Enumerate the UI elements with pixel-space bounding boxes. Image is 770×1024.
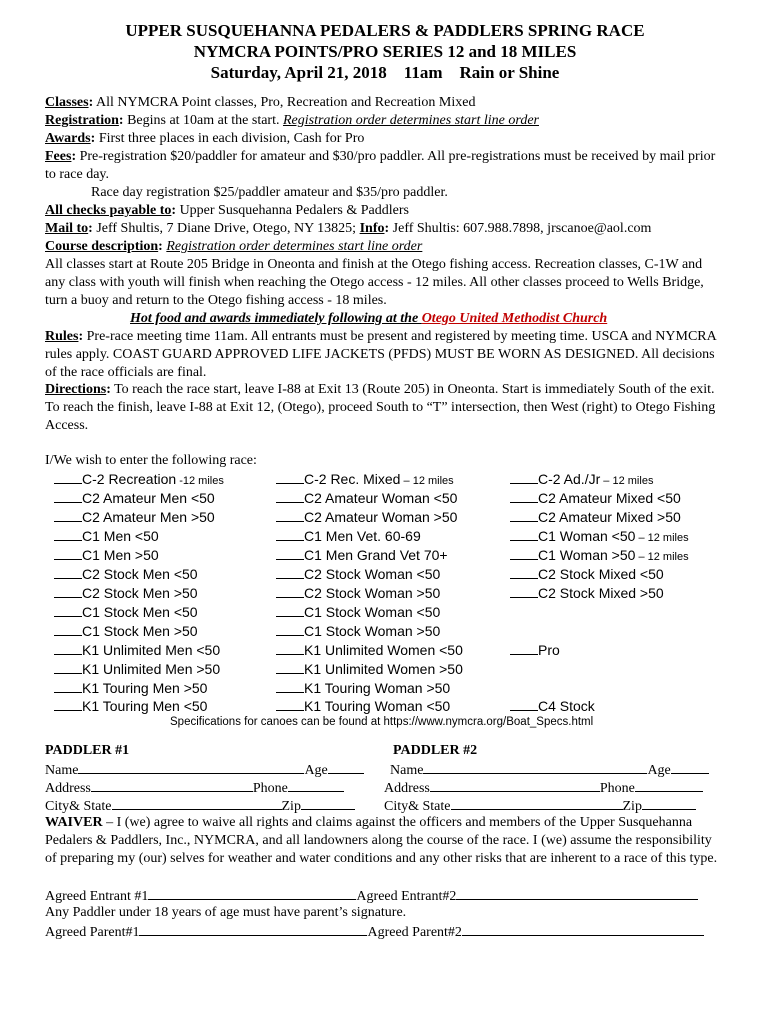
race-option-label: C2 Stock Mixed >50 xyxy=(538,585,664,601)
paddler-1-name-label: Name xyxy=(45,763,79,778)
race-option-label: C-2 Ad./Jr xyxy=(538,471,601,487)
race-option[interactable] xyxy=(276,470,454,491)
race-option[interactable] xyxy=(276,565,440,584)
paddler-1-title: PADDLER #1 xyxy=(45,743,130,758)
race-checkbox-line[interactable] xyxy=(276,527,304,541)
race-checkbox-line[interactable] xyxy=(510,565,538,579)
race-option-label: C1 Men >50 xyxy=(82,547,159,563)
mail-label: Mail to xyxy=(45,221,89,236)
waiver-text: – I (we) agree to waive all rights and claims against the officers and members of the Upper Susquehanna Pedalers & Paddlers, Inc., NYMCRA, and all landowners along the course of the race. I (we) assume the responsibility of preparing my (our) selves for weather and water conditions and any other risks that are inherent to a race of this type. xyxy=(45,815,718,866)
paddler-1-age-label: Age xyxy=(304,763,328,778)
entrant-1-signature-field[interactable] xyxy=(148,886,356,900)
rules-text: Pre-race meeting time 11am. All entrants must be present and registered by meeting time. USCA and NYMCRA rules apply. COAST GUARD APPROVED LIFE JACKETS (PFDS) MUST BE WORN AS DESIGNED. All decisions of the race officials are final. xyxy=(45,329,716,380)
race-checkbox-line[interactable] xyxy=(54,565,82,579)
checks-text: Upper Susquehanna Pedalers & Paddlers xyxy=(176,203,409,218)
minor-note: Any Paddler under 18 years of age must have parent’s signature. xyxy=(45,905,407,920)
fees-text: Pre-registration $20/paddler for amateur and $30/pro paddler. All pre-registrations must be received by mail prior to race day. xyxy=(45,149,716,182)
race-option[interactable] xyxy=(276,546,448,565)
race-option[interactable] xyxy=(276,584,440,603)
course-line: Course description: Registration order determines start line order xyxy=(45,239,423,254)
race-option-label: C1 Stock Woman >50 xyxy=(304,623,441,639)
paddler-1-phone-label: Phone xyxy=(252,781,288,796)
race-option-label: C2 Amateur Mixed <50 xyxy=(538,490,681,506)
course-label: Course description xyxy=(45,239,159,254)
paddler-1-phone-field[interactable] xyxy=(288,778,344,792)
race-option-note: – 12 miles xyxy=(400,475,454,487)
race-checkbox-line[interactable] xyxy=(276,565,304,579)
paddler-1-zip-field[interactable] xyxy=(301,796,355,810)
food-line xyxy=(130,310,607,328)
fees-label: Fees xyxy=(45,149,72,164)
paddler-2-name-row xyxy=(390,760,709,780)
awards-text: First three places in each division, Cash for Pro xyxy=(95,131,365,146)
race-option-label: C2 Amateur Woman >50 xyxy=(304,509,458,525)
race-option[interactable] xyxy=(54,565,198,584)
race-option[interactable] xyxy=(510,489,681,508)
race-option-label: C1 Woman <50 xyxy=(538,528,636,544)
race-option-label: K1 Unlimited Men <50 xyxy=(82,642,221,658)
title-line-2: NYMCRA POINTS/PRO SERIES 12 and 18 MILES xyxy=(193,42,577,61)
food-text: Hot food and awards immediately following at the xyxy=(130,311,422,326)
parent-2-signature-field[interactable] xyxy=(462,922,704,936)
awards-line: Awards: First three places in each division, Cash for Pro xyxy=(45,131,365,146)
entrant-2-signature-field[interactable] xyxy=(456,886,698,900)
paddler-1-name-row xyxy=(45,760,364,780)
parent-2-label: Agreed Parent#2 xyxy=(367,925,462,940)
race-option[interactable] xyxy=(54,641,220,660)
race-checkbox-line[interactable] xyxy=(54,546,82,560)
rules-line: Rules: Pre-race meeting time 11am. All entrants must be present and registered by meeting time. USCA and NYMCRA rules apply. COAST GUARD APPROVED LIFE JACKETS (PFDS) MUST BE WORN AS DESIGNED. All decisions of the race officials are final. xyxy=(45,329,716,380)
race-option-label: C1 Men Vet. 60-69 xyxy=(304,528,421,544)
race-option[interactable] xyxy=(54,660,220,679)
waiver-paragraph xyxy=(45,814,725,868)
directions-line: Directions: To reach the race start, leave I-88 at Exit 13 (Route 205) in Oneonta. Start is immediately South of the exit. To reach the finish, leave I-88 at Exit 12, (Otego), proceed South to “T” intersection, then West (right) to Otego Fishing Access. xyxy=(45,382,716,433)
race-checkbox-line[interactable] xyxy=(276,508,304,522)
race-option-label: C2 Stock Woman <50 xyxy=(304,566,441,582)
parent-signature-row xyxy=(45,922,704,942)
race-checkbox-line[interactable] xyxy=(54,622,82,636)
race-option-label: C2 Amateur Mixed >50 xyxy=(538,509,681,525)
race-checkbox-line[interactable] xyxy=(510,527,538,541)
race-option[interactable] xyxy=(276,660,463,679)
title-line-3: Saturday, April 21, 2018 11am Rain or Shine xyxy=(210,63,560,82)
paddler-2-phone-field[interactable] xyxy=(635,778,703,792)
paddler-1-name-field[interactable] xyxy=(78,760,304,774)
paddler-2-name-label: Name xyxy=(390,763,424,778)
race-option[interactable] xyxy=(276,622,440,641)
race-checkbox-line[interactable] xyxy=(276,622,304,636)
paddler-2-address-field[interactable] xyxy=(430,778,600,792)
entrant-1-label: Agreed Entrant #1 xyxy=(45,889,149,904)
classes-label: Classes xyxy=(45,95,89,110)
race-checkbox-line[interactable] xyxy=(54,603,82,617)
race-option[interactable] xyxy=(54,603,198,622)
race-checkbox-line[interactable] xyxy=(54,697,82,711)
race-option[interactable] xyxy=(510,641,560,660)
race-checkbox-line[interactable] xyxy=(276,679,304,693)
race-checkbox-line[interactable] xyxy=(54,660,82,674)
race-option-label: C1 Stock Men <50 xyxy=(82,604,198,620)
race-checkbox-line[interactable] xyxy=(276,603,304,617)
race-option-label: C1 Woman >50 xyxy=(538,547,636,563)
registration-line: Registration: Begins at 10am at the start. Registration order determines start line order xyxy=(45,113,539,128)
race-checkbox-line[interactable] xyxy=(510,489,538,503)
race-option[interactable] xyxy=(54,508,215,527)
race-checkbox-line[interactable] xyxy=(510,641,538,655)
race-option[interactable] xyxy=(510,565,664,584)
fees-line: Fees: Pre-registration $20/paddler for amateur and $30/pro paddler. All pre-registrations must be received by mail prior to race day. xyxy=(45,149,716,182)
race-option[interactable] xyxy=(510,527,689,548)
race-option-label: K1 Unlimited Women >50 xyxy=(304,661,463,677)
race-option-note: – 12 miles xyxy=(635,532,689,544)
directions-text: To reach the race start, leave I-88 at Exit 13 (Route 205) in Oneonta. Start is immediately South of the exit. To reach the finish, leave I-88 at Exit 12, (Otego), proceed South to “T” intersection, then West (right) to Otego Fishing Access. xyxy=(45,382,716,433)
paddler-1-zip-label: Zip xyxy=(281,799,301,814)
paddler-2-address-label: Address xyxy=(384,781,430,796)
race-option-label: K1 Touring Men <50 xyxy=(82,698,208,714)
mail-line: Mail to: Jeff Shultis, 7 Diane Drive, Otego, NY 13825; Info: Jeff Shultis: 607.988.7898, jrscanoe@aol.com xyxy=(45,221,652,236)
paddler-2-age-label: Age xyxy=(647,763,671,778)
entry-intro: I/We wish to enter the following race: xyxy=(45,453,257,468)
race-option-label: C2 Stock Men >50 xyxy=(82,585,198,601)
registration-text: Begins at 10am at the start. xyxy=(123,113,283,128)
race-option[interactable] xyxy=(276,679,450,698)
race-option[interactable] xyxy=(54,622,198,641)
race-checkbox-line[interactable] xyxy=(54,527,82,541)
race-option[interactable] xyxy=(54,546,159,565)
parent-1-label: Agreed Parent#1 xyxy=(45,925,140,940)
race-option-note: -12 miles xyxy=(176,475,224,487)
paddler-1-age-field[interactable] xyxy=(328,760,364,774)
registration-note: Registration order determines start line order xyxy=(282,113,539,128)
paddler-2-zip-field[interactable] xyxy=(642,796,696,810)
checks-label: All checks payable to xyxy=(45,203,172,218)
paddler-1-address-row xyxy=(45,778,344,798)
race-option[interactable] xyxy=(54,470,224,491)
race-checkbox-line[interactable] xyxy=(510,584,538,598)
race-option-label: K1 Touring Woman <50 xyxy=(304,698,451,714)
race-checkbox-line[interactable] xyxy=(276,641,304,655)
food-place: Otego United Methodist Church xyxy=(421,311,608,326)
race-option-label: C2 Amateur Woman <50 xyxy=(304,490,458,506)
paddler-2-address-row xyxy=(384,778,703,798)
race-checkbox-line[interactable] xyxy=(510,546,538,560)
awards-label: Awards xyxy=(45,131,91,146)
race-option[interactable] xyxy=(510,508,681,527)
entrant-2-label: Agreed Entrant#2 xyxy=(356,889,457,904)
race-checkbox-line[interactable] xyxy=(54,489,82,503)
course-note: Registration order determines start line order xyxy=(166,239,423,254)
race-option-label: Pro xyxy=(538,642,560,658)
checks-line: All checks payable to: Upper Susquehanna Pedalers & Paddlers xyxy=(45,203,409,218)
paddler-1-city-field[interactable] xyxy=(112,796,282,810)
paddler-1-address-field[interactable] xyxy=(91,778,253,792)
rules-label: Rules xyxy=(45,329,79,344)
paddler-2-phone-label: Phone xyxy=(599,781,635,796)
race-option[interactable] xyxy=(276,641,463,660)
race-checkbox-line[interactable] xyxy=(276,584,304,598)
entrant-signature-row xyxy=(45,886,698,906)
race-checkbox-line[interactable] xyxy=(54,584,82,598)
race-option[interactable] xyxy=(54,489,215,508)
paddler-2-city-label: City& State xyxy=(384,799,451,814)
paddler-1-city-label: City& State xyxy=(45,799,112,814)
race-option-label: C-2 Recreation xyxy=(82,471,177,487)
specs-note: Specifications for canoes can be found at https://www.nymcra.org/Boat_Specs.html xyxy=(170,716,594,728)
paddler-2-age-field[interactable] xyxy=(671,760,709,774)
race-option[interactable] xyxy=(276,603,440,622)
race-option[interactable] xyxy=(276,489,457,508)
race-option[interactable] xyxy=(276,527,421,546)
race-checkbox-line[interactable] xyxy=(276,546,304,560)
paddler-2-city-field[interactable] xyxy=(451,796,623,810)
race-option[interactable] xyxy=(510,470,653,491)
race-option-label: C2 Stock Mixed <50 xyxy=(538,566,664,582)
paddler-2-title: PADDLER #2 xyxy=(393,743,478,758)
race-option[interactable] xyxy=(54,527,159,546)
race-option[interactable] xyxy=(54,584,198,603)
race-option[interactable] xyxy=(54,679,207,698)
race-checkbox-line[interactable] xyxy=(54,641,82,655)
race-option-label: K1 Touring Men >50 xyxy=(82,680,208,696)
race-option-label: C-2 Rec. Mixed xyxy=(304,471,401,487)
classes-text: All NYMCRA Point classes, Pro, Recreation and Recreation Mixed xyxy=(93,95,476,110)
race-checkbox-line[interactable] xyxy=(54,470,82,484)
race-option-label: K1 Touring Woman >50 xyxy=(304,680,451,696)
race-option-label: C2 Amateur Men <50 xyxy=(82,490,215,506)
directions-label: Directions xyxy=(45,382,107,397)
race-checkbox-line[interactable] xyxy=(54,508,82,522)
race-checkbox-line[interactable] xyxy=(276,489,304,503)
race-option[interactable] xyxy=(276,508,457,527)
race-option-label: C1 Men Grand Vet 70+ xyxy=(304,547,448,563)
waiver-label: WAIVER xyxy=(45,815,103,830)
paddler-1-address-label: Address xyxy=(45,781,91,796)
classes-line: Classes: All NYMCRA Point classes, Pro, Recreation and Recreation Mixed xyxy=(45,95,476,110)
course-text: All classes start at Route 205 Bridge in Oneonta and finish at the Otego fishing access. Recreation classes, C-1W and any class with youth will finish when reaching the Otego access - 12 miles. All other classes proceed to Wells Bridge, turn a buoy and return to the Otego fishing access - 18 miles. xyxy=(45,257,704,308)
race-checkbox-line[interactable] xyxy=(276,660,304,674)
registration-label: Registration xyxy=(45,113,119,128)
race-option-label: C2 Stock Men <50 xyxy=(82,566,198,582)
info-text: Jeff Shultis: 607.988.7898, jrscanoe@aol.com xyxy=(389,221,652,236)
race-option-note: – 12 miles xyxy=(635,551,689,563)
race-option-label: C2 Stock Woman >50 xyxy=(304,585,441,601)
race-option-label: K1 Unlimited Men >50 xyxy=(82,661,221,677)
race-checkbox-line[interactable] xyxy=(276,697,304,711)
race-option-note: – 12 miles xyxy=(600,475,654,487)
paddler-1-city-row xyxy=(45,796,355,816)
mail-text: Jeff Shultis, 7 Diane Drive, Otego, NY 13825; xyxy=(92,221,360,236)
race-checkbox-line[interactable] xyxy=(510,697,538,711)
title-line-1: UPPER SUSQUEHANNA PEDALERS & PADDLERS SPRING RACE xyxy=(125,21,645,40)
race-option-label: C1 Stock Men >50 xyxy=(82,623,198,639)
race-option-label: C1 Men <50 xyxy=(82,528,159,544)
race-option[interactable] xyxy=(510,546,689,567)
race-option-label: C2 Amateur Men >50 xyxy=(82,509,215,525)
race-checkbox-line[interactable] xyxy=(54,679,82,693)
paddler-2-zip-label: Zip xyxy=(622,799,642,814)
race-option-label: C4 Stock xyxy=(538,698,595,714)
paddler-2-name-field[interactable] xyxy=(423,760,647,774)
parent-1-signature-field[interactable] xyxy=(139,922,367,936)
race-option-label: K1 Unlimited Women <50 xyxy=(304,642,463,658)
race-checkbox-line[interactable] xyxy=(510,470,538,484)
race-option-label: C1 Stock Woman <50 xyxy=(304,604,441,620)
fees-raceday: Race day registration $25/paddler amateur and $35/pro paddler. xyxy=(91,185,448,200)
race-option[interactable] xyxy=(510,584,664,603)
paddler-2-city-row xyxy=(384,796,696,816)
info-label: Info xyxy=(359,221,385,236)
race-checkbox-line[interactable] xyxy=(276,470,304,484)
race-checkbox-line[interactable] xyxy=(510,508,538,522)
